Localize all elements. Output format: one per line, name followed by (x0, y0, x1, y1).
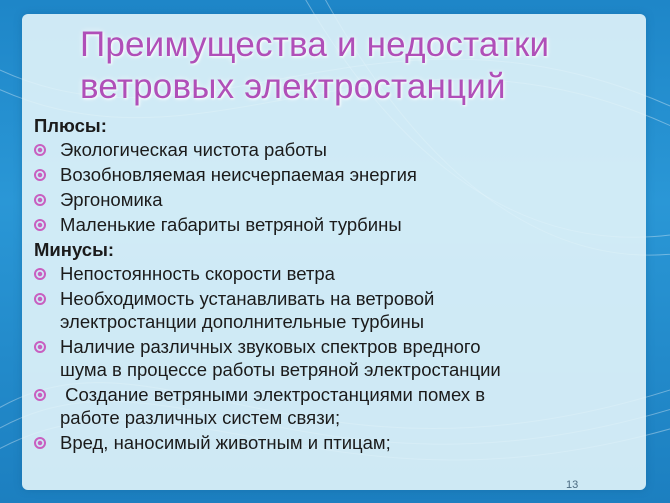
bullet-icon (34, 219, 46, 231)
bullet-icon (34, 293, 46, 305)
pros-item-text: Маленькие габариты ветряной турбины (60, 214, 402, 235)
cons-item-text: Непостоянность скорости ветра (60, 263, 335, 284)
cons-item-text: Наличие различных звуковых спектров вредного (60, 336, 481, 357)
cons-item-text: Необходимость устанавливать на ветровой (60, 288, 435, 309)
cons-item-text-continued: электростанции дополнительные турбины (60, 311, 424, 332)
cons-item-text: Создание ветряными электростанциями помех в (60, 384, 486, 405)
cons-list (34, 262, 646, 454)
cons-item (34, 383, 646, 429)
slide-title-line-2: ветровых электростанций (80, 67, 506, 106)
cons-item (34, 431, 646, 454)
slide-title-line-1: Преимущества и недостатки (80, 25, 550, 64)
bullet-icon (34, 169, 46, 181)
slide-body (34, 114, 646, 456)
pros-item (34, 138, 646, 161)
pros-list (34, 138, 646, 236)
cons-heading: Минусы: (34, 239, 115, 260)
pros-heading: Плюсы: (34, 115, 107, 136)
pros-item-text: Экологическая чистота работы (60, 139, 327, 160)
page-number: 13 (566, 479, 579, 491)
pros-item-text: Эргономика (60, 189, 163, 210)
pros-item-text: Возобновляемая неисчерпаемая энергия (60, 164, 417, 185)
slide-title (80, 24, 640, 108)
bullet-icon (34, 389, 46, 401)
pros-item (34, 163, 646, 186)
cons-item (34, 287, 646, 333)
cons-item-text-continued: работе различных систем связи; (60, 407, 341, 428)
bullet-icon (34, 144, 46, 156)
cons-item (34, 335, 646, 381)
pros-item (34, 188, 646, 211)
cons-item (34, 262, 646, 285)
bullet-icon (34, 194, 46, 206)
cons-item-text-continued: шума в процессе работы ветряной электростанции (60, 359, 501, 380)
pros-item (34, 213, 646, 236)
bullet-icon (34, 437, 46, 449)
cons-item-text: Вред, наносимый животным и птицам; (60, 432, 391, 453)
bullet-icon (34, 268, 46, 280)
bullet-icon (34, 341, 46, 353)
